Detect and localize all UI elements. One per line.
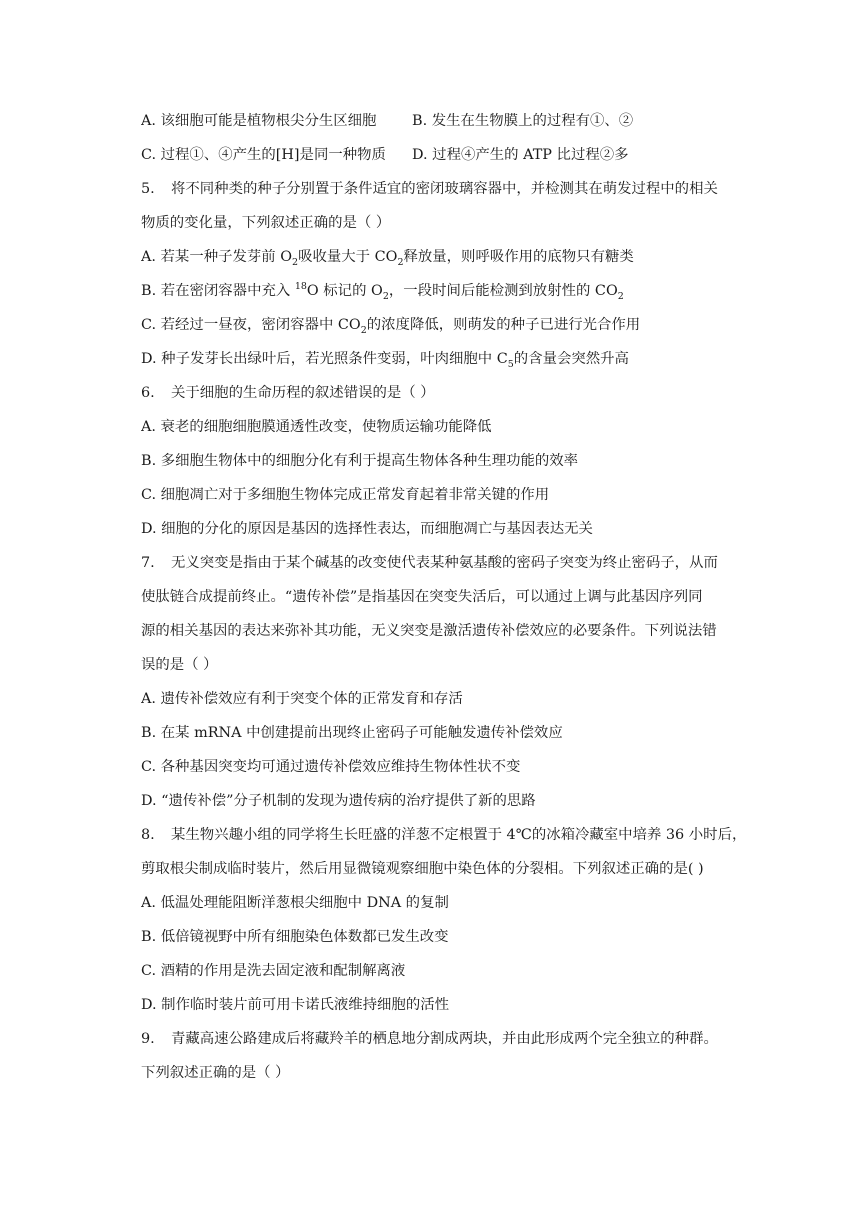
q4-options-row-2 [141,145,781,165]
q5-stem-line-2: 物质的变化量，下列叙述正确的是（ ） [141,215,391,231]
q6-stem: 6. 关于细胞的生命历程的叙述错误的是（ ） [141,385,435,401]
q5-option-d: D. 种子发芽长出绿叶后，若光照条件变弱，叶肉细胞中 $C_5$的含量会突然升高 [141,351,629,369]
q5-stem-line-1 [141,179,781,199]
q8-option-b: B. 低倍镜视野中所有细胞染色体数都已发生改变 [141,929,449,945]
q6-option-c: C. 细胞凋亡对于多细胞生物体完成正常发育起着非常关键的作用 [141,487,550,503]
q4-option-c: C. 过程①、④产生的[H]是同一种物质 [141,147,386,163]
q9-stem-line-1: 9. 青藏高速公路建成后将藏羚羊的栖息地分割成两块，并由此形成两个完全独立的种群。 [141,1031,718,1047]
q7-option-a: A. 遗传补偿效应有利于突变个体的正常发育和存活 [141,691,463,707]
q4-options-row-1 [141,111,781,131]
q4-option-d: D. 过程④产生的 ATP 比过程②多 [412,147,629,163]
q8-option-a: A. 低温处理能阻断洋葱根尖细胞中 DNA 的复制 [141,895,449,911]
q7-number: 7. [141,555,155,571]
q5-option-c: C. 若经过一昼夜，密闭容器中 $CO_2$的浓度降低，则萌发的种子已进行光合作用 [141,317,641,335]
q4-option-a: A. 该细胞可能是植物根尖分生区细胞 [141,113,377,129]
q8-stem-line-1: 8. 某生物兴趣小组的同学将生长旺盛的洋葱不定根置于 4℃的冰箱冷藏室中培养 36 小时后， [141,827,747,843]
q7-stem-line-3: 源的相关基因的表达来弥补其功能，无义突变是激活遗传补偿效应的必要条件。下列说法错 [141,623,717,639]
q5-number: 5. [141,181,155,197]
q6-option-a: A. 衰老的细胞细胞膜通透性改变，使物质运输功能降低 [141,419,492,435]
q6-option-d: D. 细胞的分化的原因是基因的选择性表达，而细胞凋亡与基因表达无关 [141,521,593,537]
q7-option-c: C. 各种基因突变均可通过遗传补偿效应维持生物体性状不变 [141,759,521,775]
q6-number: 6. [141,385,155,401]
q4-option-b: B. 发生在生物膜上的过程有①、② [412,113,634,129]
q8-stem-line-2: 剪取根尖制成临时装片，然后用显微镜观察细胞中染色体的分裂相。下列叙述正确的是( ) [141,861,704,877]
q6-option-b: B. 多细胞生物体中的细胞分化有利于提高生物体各种生理功能的效率 [141,453,579,469]
q7-stem-line-4: 误的是（ ） [141,657,218,673]
q9-stem-line-2: 下列叙述正确的是（ ） [141,1065,290,1081]
q7-option-d: D. “遗传补偿”分子机制的发现为遗传病的治疗提供了新的思路 [141,793,536,809]
q7-stem-line-1: 7. 无义突变是指由于某个碱基的改变使代表某种氨基酸的密码子突变为终止密码子，从而 [141,555,718,571]
q5-stem-text-1: 将不同种类的种子分别置于条件适宜的密闭玻璃容器中，并检测其在萌发过程中的相关 [171,181,718,197]
q7-option-b: B. 在某 mRNA 中创建提前出现终止密码子可能触发遗传补偿效应 [141,725,563,741]
q7-stem-line-2: 使肽链合成提前终止。“遗传补偿”是指基因在突变失活后，可以通过上调与此基因序列同 [141,589,703,605]
q5-option-a: A. 若某一种子发芽前 $O_2$吸收量大于 $CO_2$释放量，则呼吸作用的底物只有糖类 [141,249,634,267]
q8-option-c: C. 酒精的作用是洗去固定液和配制解离液 [141,963,406,979]
q8-number: 8. [141,827,155,843]
q5-option-b: B. 若在密闭容器中充入 $^{18}$O 标记的 $O_2$，一段时间后能检测到放射性的 $CO_2$ [141,281,624,301]
q9-number: 9. [141,1031,155,1047]
q8-option-d: D. 制作临时装片前可用卡诺氏液维持细胞的活性 [141,997,449,1013]
